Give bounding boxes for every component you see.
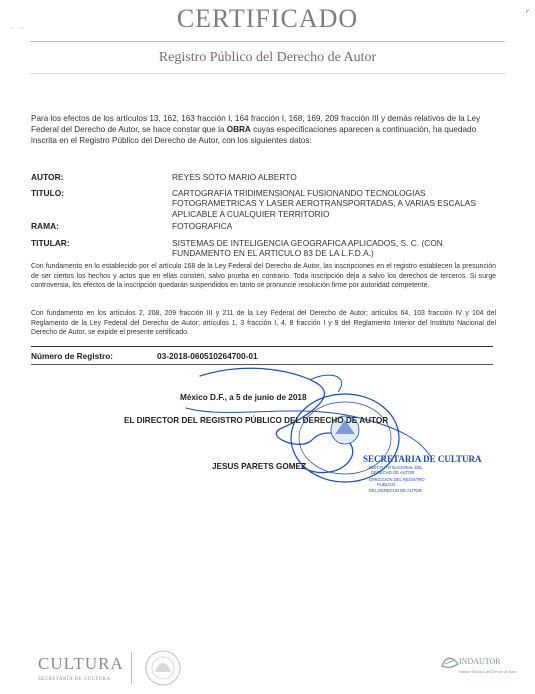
intro-text-1: Para los efectos de los artículos 13, 162, 163 fracción I, 164 fracción I, 168, 169, 209 fracción III y demás relativos de la Ley Federal del Derecho de Autor, se hace constar que la xyxy=(31,114,481,134)
legal-paragraph-1: Con fundamento en lo establecido por el artículo 168 de la Ley Federal del Derecho de Autor, las inscripciones en el registro establecen la presunción de ser ciertos los hechos y actos que en ellas consten, salvo prueba en contrario. Toda inscripción deja a salvo los derechos de terceros. Si surge controversia, los efectos de la inscripción quedarán suspendidos en tanto se pronuncie resolución firme por autoridad competente. xyxy=(31,263,496,290)
indautor-logo-text xyxy=(459,657,517,675)
margin-scribble: ~ · ·~ xyxy=(10,26,25,32)
field-label: AUTOR: xyxy=(31,172,64,182)
stamp-line-5: PUBLICO xyxy=(377,482,396,487)
footer-divider xyxy=(131,652,132,684)
field-label: TITULO: xyxy=(31,188,65,198)
certificate-title: CERTIFICADO xyxy=(176,4,359,33)
stamp-line-2: INSTITUTO NACIONAL DEL xyxy=(369,465,423,470)
signer-name: JESUS PARETS GOMEZ xyxy=(212,462,307,471)
field-value: SISTEMAS DE INTELIGENCIA GEOGRAFICA APLICADOS, S. C. (CON FUNDAMENTO EN EL ARTICULO 83 DE LA L.F.D.A.) xyxy=(172,238,443,259)
registry-subtitle: Registro Público del Derecho de Autor xyxy=(158,50,377,65)
field-value: FOTOGRAFICA xyxy=(172,221,233,231)
stamp-line-3: DERECHO DE AUTOR xyxy=(371,470,415,475)
director-title: EL DIRECTOR DEL REGISTRO PÚBLICO DEL DERECHO DE AUTOR xyxy=(124,416,389,425)
stamp-line-6: DEL DERECHO DE AUTOR xyxy=(369,488,422,493)
intro-text-2: cuyas especificaciones aparecen a continuación, ha quedado inscrita en el Registro Público del Derecho de Autor, con los siguientes datos: xyxy=(31,125,477,145)
stamp-line-4: DIRECCION DEL REGISTRO xyxy=(369,477,425,482)
place-date: México D.F., a 5 de junio de 2018 xyxy=(180,393,307,402)
cultura-logo-subtitle: SECRETARÍA DE CULTURA xyxy=(38,677,111,682)
intro-bold-obra: OBRA xyxy=(226,125,251,134)
indautor-logo-icon xyxy=(440,654,460,670)
stamp-line-1: SECRETARIA DE CULTURA xyxy=(363,454,482,464)
official-seal xyxy=(265,390,482,500)
field-value: CARTOGRAFIA TRIDIMENSIONAL FUSIONANDO TECNOLOGIAS FOTOGRAMETRICAS Y LASER AEROTRANSPORTADAS, A VARIAS ESCALAS APLICABLE A CUALQUIER TERRITORIO xyxy=(172,188,476,219)
indautor-name: INDAUTOR xyxy=(459,657,501,666)
national-crest-icon xyxy=(141,648,185,688)
registration-label: Número de Registro: xyxy=(31,351,114,361)
indautor-subtitle: Instituto Nacional del Derecho de Autor xyxy=(459,670,517,674)
cultura-logo: CULTURA xyxy=(38,654,124,673)
registration-number: 03-2018-060510264700-01 xyxy=(157,351,258,361)
field-value: REYES SOTO MARIO ALBERTO xyxy=(172,172,297,182)
corner-mark: ✓ xyxy=(525,9,531,15)
legal-paragraph-2: Con fundamento en los artículos 2, 208, 209 fracción III y 211 de la Ley Federal del Derecho de Autor; artículos 64, 103 fracción IV y 104 del Reglamento de la Ley Federal del Derecho de Autor; artículos 1, 3 fracción I, 4, 8 fracción I y 9 del Reglamento Interior del Instituto Nacional del Derecho de Autor, se expide el presente certificado. xyxy=(31,310,496,337)
field-label: TITULAR: xyxy=(31,238,70,248)
field-label: RAMA: xyxy=(31,221,59,231)
